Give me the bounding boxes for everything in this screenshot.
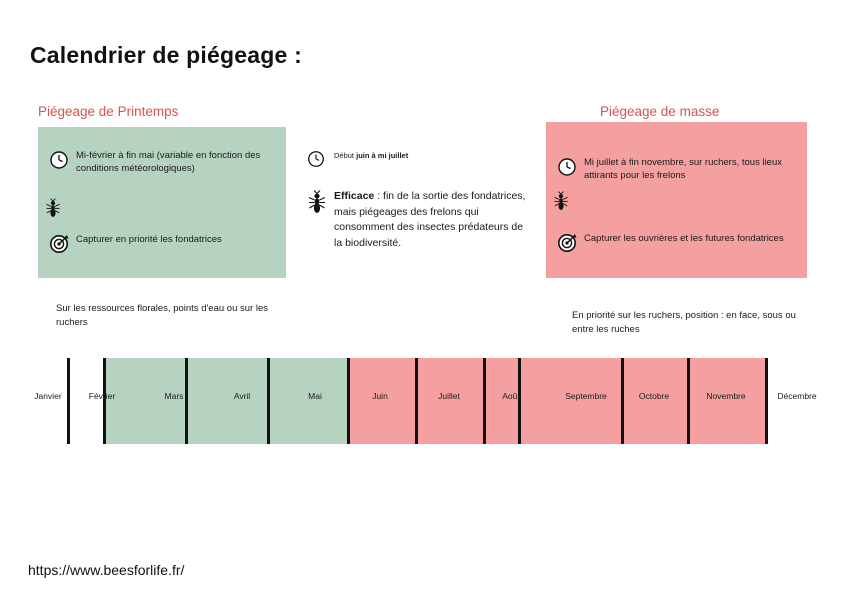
timeline-tick — [103, 358, 106, 444]
clock-icon — [556, 156, 578, 178]
timeline-month-label: Avril — [233, 391, 251, 401]
timeline-tick — [518, 358, 521, 444]
timeline-month-label: Décembre — [777, 391, 817, 401]
spring-section-heading: Piégeage de Printemps — [38, 104, 179, 119]
middle-period-bold: juin à mi juillet — [356, 151, 409, 160]
target-icon — [48, 233, 70, 255]
middle-efficacy-text — [334, 189, 532, 251]
timeline-month-label: Août — [502, 391, 520, 401]
spring-period-row — [48, 149, 274, 175]
spring-location-note: Sur les ressources florales, points d'eau ou sur les ruchers — [56, 303, 268, 328]
timeline-tick — [687, 358, 690, 444]
timeline-tick — [67, 358, 70, 444]
spring-period-text: Mi-février à fin mai (variable en fonction des conditions météorologiques) — [76, 150, 261, 174]
timeline — [0, 358, 842, 448]
target-icon — [556, 232, 578, 254]
middle-period-plain: Début — [334, 151, 357, 160]
timeline-tick — [347, 358, 350, 444]
timeline-tick — [185, 358, 188, 444]
middle-period-text — [334, 149, 408, 162]
hornet-icon — [44, 197, 62, 224]
qr-code[interactable] — [84, 466, 176, 558]
timeline-tick — [415, 358, 418, 444]
spring-goal-row — [48, 233, 280, 255]
qr-code-grid — [84, 466, 176, 558]
middle-efficacy-label: Efficace — [334, 190, 375, 202]
timeline-band-mass — [347, 358, 765, 444]
mass-section-heading: Piégeage de masse — [600, 104, 720, 119]
mass-location-note: En priorité sur les ruchers, position : en face, sous ou entre les ruches — [572, 310, 796, 335]
middle-period-row — [306, 149, 526, 171]
timeline-month-label: Juillet — [438, 391, 460, 401]
website-url[interactable]: https://www.beesforlife.fr/ — [28, 562, 185, 578]
timeline-tick — [621, 358, 624, 444]
mass-period-row — [556, 156, 804, 182]
middle-efficacy-body: : fin de la sortie des fondatrices, mais piégeages des frelons qui consomment des insectes prédateurs de la biodiversité. — [334, 190, 526, 249]
clock-icon — [306, 149, 328, 171]
timeline-tick — [765, 358, 768, 444]
timeline-tick — [483, 358, 486, 444]
middle-info-box — [300, 127, 532, 292]
timeline-band-spring — [103, 358, 347, 444]
timeline-month-label: Septembre — [565, 391, 607, 401]
timeline-month-label: Février — [88, 391, 116, 401]
clock-icon — [48, 149, 70, 171]
timeline-month-label: Octobre — [638, 391, 670, 401]
spring-goal-text: Capturer en priorité les fondatrices — [76, 234, 222, 245]
timeline-month-label: Mars — [164, 391, 184, 401]
spring-info-box — [38, 127, 286, 278]
timeline-month-label: Mai — [308, 391, 322, 401]
hornet-icon — [306, 189, 328, 211]
middle-efficacy-row — [306, 189, 532, 251]
mass-goal-text: Capturer les ouvrières et les futures fondatrices — [584, 233, 784, 244]
mass-info-box — [546, 122, 807, 278]
timeline-month-label: Juin — [372, 391, 388, 401]
timeline-month-label: Janvier — [34, 391, 62, 401]
timeline-month-label: Novembre — [706, 391, 746, 401]
timeline-tick — [267, 358, 270, 444]
hornet-icon — [552, 190, 570, 217]
mass-goal-row — [556, 232, 806, 254]
mass-period-text: Mi juillet à fin novembre, sur ruchers, tous lieux attirants pour les frelons — [584, 157, 782, 181]
page-title: Calendrier de piégeage : — [30, 42, 302, 68]
